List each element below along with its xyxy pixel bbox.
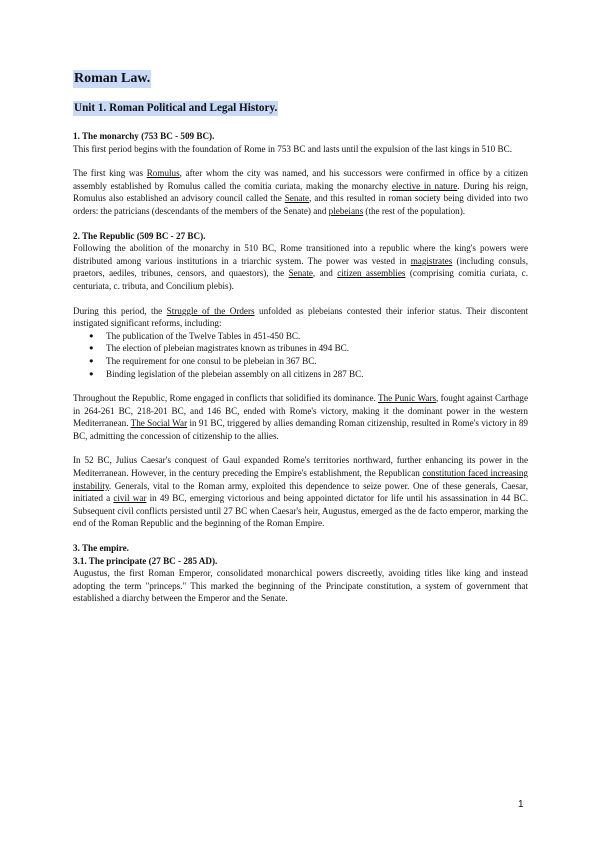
document-body <box>73 70 528 605</box>
document-title: Roman Law. <box>74 71 151 86</box>
underlined-term: The Social War <box>130 418 188 429</box>
underlined-term: plebeians <box>328 205 364 216</box>
list-item: ● Binding legislation of the plebeian assembly on all citizens in 287 BC. <box>106 368 528 381</box>
reforms-list <box>73 330 528 380</box>
underlined-term: Romulus <box>146 168 180 179</box>
paragraph: During this period, the Struggle of the Orders unfolded as plebeians contested their inferior status. Their discontent instigated significant reforms, including: <box>73 305 528 329</box>
subsection-heading-principate: 3.1. The principate (27 BC - 285 AD). <box>73 555 218 566</box>
underlined-term: Senate <box>284 193 310 204</box>
section-heading-monarchy: 1. The monarchy (753 BC - 509 BC). <box>73 131 215 141</box>
underlined-term: The Punic Wars <box>378 393 437 404</box>
paragraph: Augustus, the first Roman Emperor, consolidated monarchical powers discreetly, avoiding titles like king and instead adopting the term "princeps." This marked the beginning of the Principate constitution, a system of government that established a diarchy between the Emperor and the Senate. <box>73 568 528 604</box>
list-item: ● The requirement for one consul to be plebeian in 367 BC. <box>106 355 528 368</box>
underlined-term: citizen assemblies <box>337 268 406 279</box>
paragraph: This first period begins with the foundation of Rome in 753 BC and lasts until the expulsion of the last kings in 510 BC. <box>73 143 512 154</box>
underlined-term: Senate <box>288 268 313 279</box>
unit-heading: Unit 1. Roman Political and Legal History. <box>74 102 278 114</box>
underlined-term: constitution faced increasing instability <box>73 468 528 491</box>
underlined-term: elective in nature <box>391 180 458 191</box>
paragraph: Following the abolition of the monarchy in 510 BC, Rome transitioned into a republic where the king's powers were distributed among various institutions in a triarchic system. The power was vested in magistrates (including consuls, praetors, aediles, tribunes, censors, and quaestors), the Senate, and citizen assemblies (comprising comitia curiata, c. centuriata, c. tributa, and Concilium plebis). <box>73 243 528 291</box>
underlined-term: Struggle of the Orders <box>166 305 255 316</box>
section-heading-empire: 3. The empire. <box>73 543 129 554</box>
page-number: 1 <box>518 799 524 810</box>
paragraph: The first king was Romulus, after whom the city was named, and his successors were confirmed in office by a citizen assembly established by Romulus called the comitia curiata, making the monarchy elective in nature. During his reign, Romulus also established an advisory council called the Senate, and this resulted in roman society being divided into two orders: the patricians (descendants of the members of the Senate) and plebeians (the rest of the population). <box>73 168 529 216</box>
underlined-term: magistrates <box>410 255 453 266</box>
underlined-term: civil war <box>113 493 147 504</box>
paragraph: In 52 BC, Julius Caesar's conquest of Gaul expanded Rome's territories northward, further enhancing its power in the Mediterranean. However, in the century preceding the Empire's establishment, the Republican constitution faced increasing instability. Generals, vital to the Roman army, exploited this dependence to seize power. One of these generals, Caesar, initiated a civil war in 49 BC, emerging victorious and being appointed dictator for life until his assassination in 44 BC. Subsequent civil conflicts persisted until 27 BC when Caesar's heir, Augustus, emerged as the de facto emperor, marking the end of the Roman Republic and the beginning of the Roman Empire. <box>73 455 528 529</box>
paragraph: Throughout the Republic, Rome engaged in conflicts that solidified its dominance. The Punic Wars, fought against Carthage in 264-261 BC, 218-201 BC, and 146 BC, ended with Rome's victory, making it the dominant power in the western Mediterranean. The Social War in 91 BC, triggered by allies demanding Roman citizenship, resulted in Rome's victory in 89 BC, admitting the concession of citizenship to the allies. <box>73 393 528 441</box>
section-heading-republic: 2. The Republic (509 BC - 27 BC). <box>73 230 206 241</box>
list-item: ● The election of plebeian magistrates known as tribunes in 494 BC. <box>106 342 528 355</box>
list-item: ● The publication of the Twelve Tables in 451-450 BC. <box>106 330 528 343</box>
